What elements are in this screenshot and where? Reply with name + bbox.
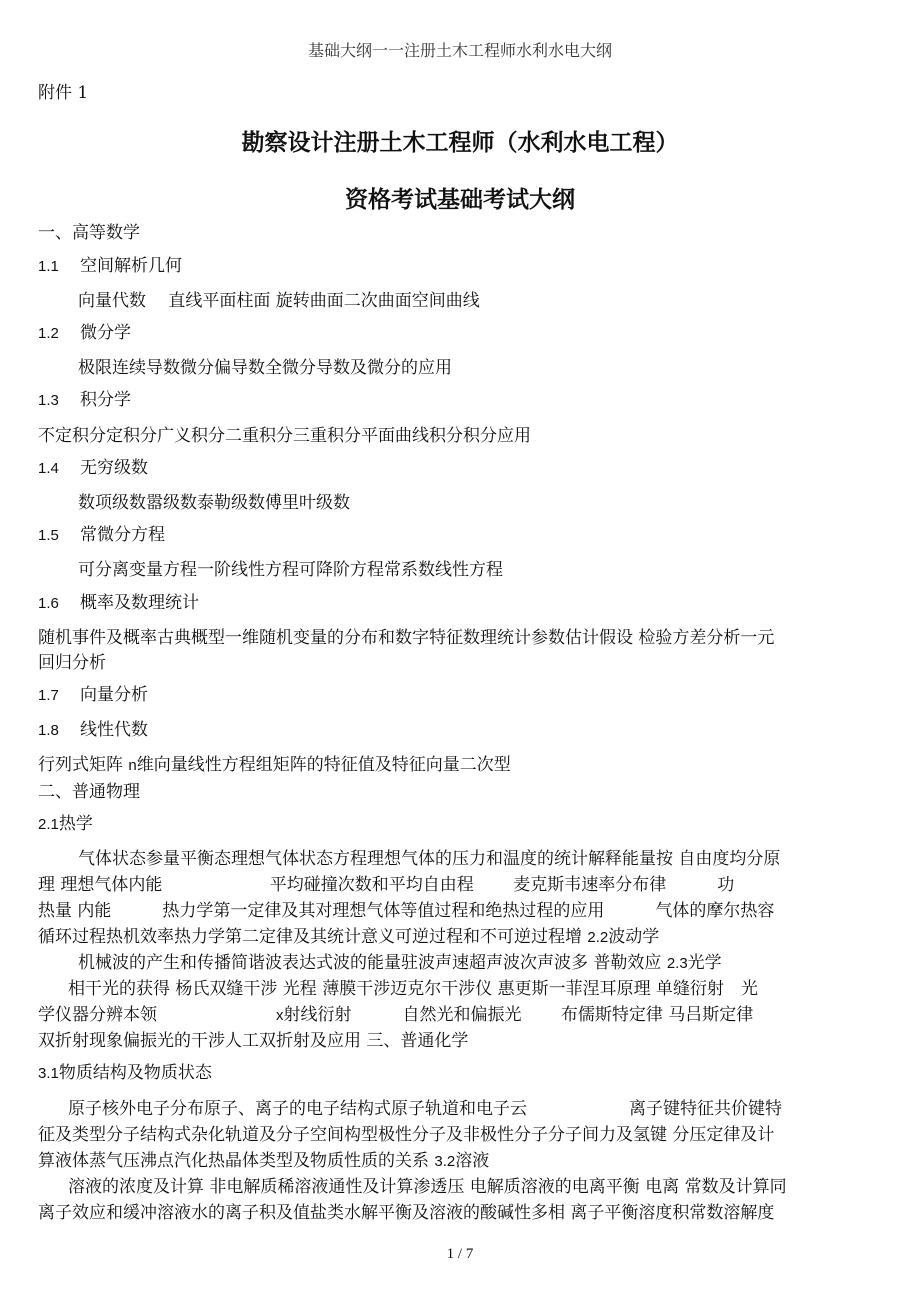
subsection-title: 热学 <box>58 814 93 834</box>
structure-line-3 <box>38 1146 489 1171</box>
thermo-line-2: 理 理想气体内能 平均碰撞次数和平均自由程 麦克斯韦速率分布律 功 <box>38 875 735 895</box>
structure-line-1: 原子核外电子分布原子、离子的电子结构式原子轨道和电子云 离子键特征共价键特 <box>68 1099 782 1119</box>
page-header: 基础大纲一一注册土木工程师水利水电大纲 <box>307 41 612 60</box>
subsection-number: 1.6 <box>38 595 59 612</box>
subsection-1-6 <box>38 588 199 613</box>
subsection-number: 1.2 <box>38 325 59 342</box>
optics-line-2 <box>38 1000 753 1025</box>
subsection-1-4 <box>38 453 148 478</box>
subsection-1-5 <box>38 520 165 545</box>
subsection-title: 物质结构及物质状态 <box>58 1063 212 1083</box>
subsection-number: 1.4 <box>38 460 59 477</box>
solution-line-1: 溶液的浓度及计算 非电解质稀溶液通性及计算渗透压 电解质溶液的电离平衡 电离 常数及计算同 <box>68 1177 787 1197</box>
subsection-number: 1.7 <box>38 687 59 704</box>
subsection-title: 波动学 <box>608 927 660 947</box>
subsection-number: 2.2 <box>587 929 609 946</box>
subsection-1-2 <box>38 318 131 343</box>
thermo-line-3: 热量 内能 热力学第一定律及其对理想气体等值过程和绝热过程的应用 气体的摩尔热容 <box>38 901 775 921</box>
subsection-1-1-body: 向量代数 直线平面柱面 旋转曲面二次曲面空间曲线 <box>78 291 480 311</box>
subsection-number: 3.1 <box>38 1065 59 1082</box>
subsection-1-5-body: 可分离变量方程一阶线性方程可降阶方程常系数线性方程 <box>78 560 503 580</box>
subsection-number: 1.8 <box>38 722 59 739</box>
subsection-3-1 <box>38 1058 212 1083</box>
subsection-1-7 <box>38 680 148 705</box>
thermo-line-4 <box>38 922 659 947</box>
wave-line-1 <box>78 948 722 973</box>
body-text: 算液体蒸气压沸点汽化热晶体类型及物质性质的关系 <box>38 1151 435 1171</box>
optics-line-3: 双折射现象偏振光的干涉人工双折射及应用 三、普通化学 <box>38 1031 469 1051</box>
subsection-title: 微分学 <box>80 323 131 343</box>
subsection-title: 空间解析几何 <box>80 256 182 276</box>
subsection-title: 概率及数理统计 <box>80 593 199 613</box>
document-title-line1: 勘察设计注册土木工程师（水利水电工程） <box>241 130 679 156</box>
body-text-n: n <box>128 757 137 774</box>
subsection-number: 2.1 <box>38 816 59 833</box>
subsection-number: 1.5 <box>38 527 59 544</box>
subsection-number: 3.2 <box>434 1153 456 1170</box>
subsection-1-3-body: 不定积分定积分广义积分二重积分三重积分平面曲线积分积分应用 <box>38 426 531 446</box>
subsection-2-1 <box>38 809 93 834</box>
document-title-line2: 资格考试基础考试大纲 <box>345 187 575 213</box>
structure-line-2: 征及类型分子结构式杂化轨道及分子空间构型极性分子及非极性分子分子间力及氢键 分压定律及计 <box>38 1125 775 1145</box>
subsection-1-1 <box>38 251 182 276</box>
subsection-1-8-body <box>38 750 511 775</box>
optics-line-1: 相干光的获得 杨氏双缝干涉 光程 薄膜干涉迈克尔干涉仪 惠更斯一菲涅耳原理 单缝衍射 光 <box>68 979 759 999</box>
subsection-1-8 <box>38 715 148 740</box>
thermo-line-1: 气体状态参量平衡态理想气体状态方程理想气体的压力和温度的统计解释能量按 自由度均分原 <box>78 849 781 869</box>
body-text: 行列式矩阵 <box>38 755 129 775</box>
section-2-heading: 二、普通物理 <box>38 782 140 802</box>
subsection-1-4-body: 数项级数嚣级数泰勒级数傅里叶级数 <box>78 493 350 513</box>
subsection-title: 无穷级数 <box>80 458 148 478</box>
subsection-1-6-body-line1: 随机事件及概率古典概型一维随机变量的分布和数字特征数理统计参数估计假设 检验方差分析一元 <box>38 628 775 648</box>
page-number: 1 / 7 <box>446 1246 474 1262</box>
body-text-x: x <box>276 1007 284 1024</box>
subsection-title: 溶液 <box>455 1151 490 1171</box>
subsection-title: 光学 <box>687 953 722 973</box>
subsection-1-2-body: 极限连续导数微分偏导数全微分导数及微分的应用 <box>78 358 452 378</box>
body-text: 机械波的产生和传播简谐波表达式波的能量驻波声速超声波次声波多 普勒效应 <box>78 953 667 973</box>
body-text: 维向量线性方程组矩阵的特征值及特征向量二次型 <box>136 755 511 775</box>
solution-line-2: 离子效应和缓冲溶液水的离子积及值盐类水解平衡及溶液的酸碱性多相 离子平衡溶度积常数溶解度 <box>38 1203 775 1223</box>
subsection-number: 2.3 <box>666 955 688 972</box>
subsection-1-3 <box>38 385 131 410</box>
subsection-title: 常微分方程 <box>80 525 165 545</box>
subsection-1-6-body-line2: 回归分析 <box>38 653 106 673</box>
attachment-label: 附件 1 <box>38 83 89 103</box>
body-text: 射线衍射 自然光和偏振光 布儒斯特定律 马吕斯定律 <box>283 1005 754 1025</box>
subsection-title: 积分学 <box>80 390 131 410</box>
body-text: 学仪器分辨本领 <box>38 1005 276 1025</box>
subsection-number: 1.3 <box>38 392 59 409</box>
subsection-title: 向量分析 <box>80 685 148 705</box>
subsection-title: 线性代数 <box>80 720 148 740</box>
subsection-number: 1.1 <box>38 258 59 275</box>
section-1-heading: 一、高等数学 <box>38 223 140 243</box>
body-text: 循环过程热机效率热力学第二定律及其统计意义可逆过程和不可逆过程增 <box>38 927 588 947</box>
